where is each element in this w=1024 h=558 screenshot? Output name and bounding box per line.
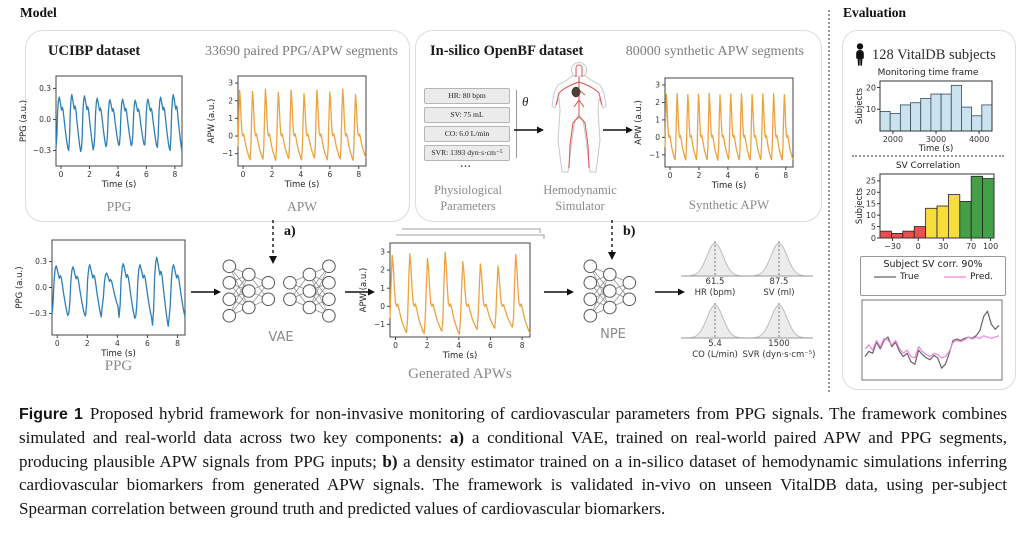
chart-hist-corr: [855, 174, 999, 251]
svg-text:2: 2: [655, 98, 660, 108]
theta-symbol: θ: [522, 94, 529, 109]
svg-text:Time (s): Time (s): [284, 180, 320, 190]
dashed-arrow-a: [265, 220, 281, 266]
legend-pred-line: [943, 274, 967, 280]
param-ellipsis: ...: [460, 158, 472, 170]
svg-text:3: 3: [380, 247, 385, 257]
figure-caption-label: Figure 1: [19, 406, 83, 423]
svg-text:−1: −1: [221, 149, 233, 159]
dist-label-svr: SVR (dyn·s·cm⁻⁵): [742, 350, 816, 360]
eval-hist-corr-title: SV Correlation: [895, 161, 961, 171]
svg-text:PPG (a.u.): PPG (a.u.): [19, 99, 29, 143]
chart-apw-gen: [359, 243, 530, 361]
figure-caption-text: Proposed hybrid framework for non-invasive monitoring of cardiovascular parameters from PPG signals. The framework combines simulated and real-world data across two key components: a) a conditional VAE, trained on real-world paired APW and PPG segments, producing plausible APW signals from PPG inputs; b) a density estimator trained on a in-silico dataset of hemodynamic simulations inferring cardiovascular biomarkers from generated APW signals. The framework is validated in-vivo on unseen VitalDB data, using per-subject Spearman correlation between ground truth and predicted values of cardiovascular biomarkers.: [19, 404, 1008, 519]
chart-sv-lines: [862, 300, 1002, 380]
svg-text:Subjects: Subjects: [855, 87, 865, 125]
svg-text:8: 8: [356, 170, 362, 179]
svg-text:3: 3: [228, 78, 233, 88]
eval-subjects-text: 128 VitalDB subjects: [872, 47, 996, 63]
legend-item-pred: [943, 272, 993, 282]
svg-text:0: 0: [667, 171, 673, 180]
svg-text:0.0: 0.0: [39, 115, 51, 125]
vae-network: [222, 256, 340, 326]
dist-label-co: CO (L/min): [692, 350, 738, 360]
svg-text:6: 6: [144, 170, 149, 179]
svg-text:3000: 3000: [925, 135, 947, 144]
ucibp-subtitle: 33690 paired PPG/APW segments: [204, 44, 398, 59]
person-icon: [853, 43, 867, 66]
legend-true-line: [873, 274, 897, 280]
param-box-svr: SVR: 1393 dyn·s·cm⁻⁵: [424, 145, 510, 161]
svg-text:8: 8: [175, 339, 180, 348]
arrow-params-to-simulator: [513, 122, 545, 138]
svg-text:APW (a.u.): APW (a.u.): [359, 267, 369, 313]
svg-text:0: 0: [54, 339, 60, 348]
section-label-model: Model: [20, 5, 57, 20]
svg-text:2: 2: [228, 96, 233, 106]
npe-network: [583, 258, 643, 324]
svg-text:0: 0: [228, 131, 233, 141]
svg-text:4: 4: [114, 339, 120, 348]
dist-label-sv: SV (ml): [763, 288, 795, 298]
label-hemodynamic-simulator: Hemodynamic Simulator: [543, 183, 617, 213]
svg-text:−1: −1: [373, 319, 385, 329]
legend-pred-label: Pred.: [970, 272, 993, 282]
param-box-co: CO: 6.0 L/min: [424, 126, 510, 142]
legend-item-true: [873, 272, 919, 282]
svg-text:10: 10: [865, 105, 876, 115]
svg-text:2: 2: [696, 171, 702, 180]
svg-text:Time (s): Time (s): [918, 144, 954, 154]
svg-text:Subjects: Subjects: [855, 187, 865, 225]
arrow-simulator-to-apw: [602, 122, 634, 138]
caption-apw-top: APW: [287, 199, 317, 214]
caption-apw-synth: Synthetic APW: [688, 197, 770, 212]
svg-text:20: 20: [865, 83, 876, 93]
svg-text:4000: 4000: [968, 135, 990, 144]
openbf-title: In-silico OpenBF dataset: [430, 43, 584, 59]
chart-apw-top: [207, 76, 366, 190]
svg-text:Time (s): Time (s): [101, 349, 136, 359]
npe-label: NPE: [600, 327, 626, 342]
svg-text:6: 6: [754, 171, 760, 180]
label-physiological-parameters: Physiological Parameters: [433, 183, 503, 213]
dist-curve-svr: [750, 302, 808, 338]
label-a: a): [284, 224, 296, 239]
svg-text:0: 0: [380, 301, 385, 311]
svg-text:10: 10: [865, 210, 876, 220]
svg-text:0: 0: [655, 132, 660, 142]
figure-caption: [19, 402, 1007, 521]
body-diagram: [545, 60, 613, 178]
dashed-arrow-b: [604, 220, 620, 262]
svg-text:4: 4: [456, 341, 462, 350]
svg-text:4: 4: [725, 171, 731, 180]
svg-text:8: 8: [783, 171, 789, 180]
divider-model-eval: [828, 10, 830, 392]
svg-text:2: 2: [380, 265, 385, 275]
svg-text:4: 4: [115, 170, 121, 179]
label-b: b): [623, 224, 636, 239]
chart-hist-time: [855, 81, 992, 154]
generated-apws-stack-lines: [390, 227, 548, 243]
arrow-ppg-to-vae: [190, 284, 222, 300]
svg-text:−0.3: −0.3: [28, 309, 47, 319]
svg-text:Time (s): Time (s): [442, 351, 478, 361]
dist-curve-sv: [750, 240, 808, 276]
dist-value-hr: 61.5: [705, 277, 725, 287]
param-box-sv: SV: 75 mL: [424, 107, 510, 123]
legend-true-label: True: [899, 272, 920, 282]
svg-text:25: 25: [865, 176, 876, 186]
svg-text:3: 3: [655, 80, 660, 90]
svg-text:6: 6: [145, 339, 150, 348]
dist-curve-co: [686, 302, 744, 338]
svg-text:0.0: 0.0: [35, 283, 47, 293]
svg-text:70: 70: [966, 242, 977, 251]
svg-text:−1: −1: [648, 150, 660, 160]
svg-text:0: 0: [393, 341, 398, 350]
svg-text:0: 0: [915, 242, 921, 251]
caption-ppg-top: PPG: [106, 199, 132, 214]
dist-curve-hr: [686, 240, 744, 276]
svg-text:2: 2: [269, 170, 275, 179]
eval-hist-time-title: Monitoring time frame: [877, 68, 979, 78]
svg-text:1: 1: [380, 283, 385, 293]
svg-text:5: 5: [870, 222, 876, 232]
dist-label-hr: HR (bpm): [694, 288, 736, 298]
dist-value-co: 5.4: [708, 339, 722, 349]
chart-ppg-top: [19, 76, 182, 190]
svg-text:6: 6: [488, 341, 493, 350]
svg-text:1: 1: [655, 115, 660, 125]
svg-text:0.3: 0.3: [39, 84, 51, 94]
svg-text:8: 8: [172, 170, 178, 179]
svg-text:1: 1: [228, 113, 233, 123]
svg-text:4: 4: [298, 170, 304, 179]
svg-text:0: 0: [240, 170, 246, 179]
svg-text:Time (s): Time (s): [101, 180, 137, 190]
svg-text:Time (s): Time (s): [711, 181, 747, 191]
svg-text:0: 0: [58, 170, 64, 179]
svg-text:2: 2: [424, 341, 430, 350]
eval-divider: [852, 155, 1004, 157]
caption-apw-gen: Generated APWs: [408, 366, 512, 382]
svg-text:30: 30: [938, 242, 949, 251]
svg-text:2000: 2000: [882, 135, 904, 144]
svg-text:20: 20: [865, 188, 876, 198]
param-box-hr: HR: 80 bpm: [424, 88, 510, 104]
svg-text:6: 6: [327, 170, 333, 179]
dist-value-sv: 87.5: [769, 277, 789, 287]
caption-ppg-bottom: PPG: [104, 358, 133, 374]
legend-title: Subject SV corr. 90%: [883, 259, 983, 270]
svg-text:15: 15: [865, 199, 876, 209]
svg-text:APW (a.u.): APW (a.u.): [207, 98, 217, 144]
svg-text:APW (a.u.): APW (a.u.): [634, 100, 644, 145]
sv-corr-legend: [860, 256, 1006, 296]
dist-value-svr: 1500: [768, 339, 790, 349]
section-label-evaluation: Evaluation: [843, 5, 907, 20]
heart-icon: [572, 87, 581, 97]
svg-text:0.3: 0.3: [35, 257, 47, 267]
svg-text:2: 2: [84, 339, 90, 348]
svg-text:−0.3: −0.3: [32, 146, 51, 156]
svg-text:PPG (a.u.): PPG (a.u.): [15, 266, 25, 309]
chart-ppg-bottom: [15, 240, 185, 359]
svg-text:100: 100: [982, 242, 999, 251]
openbf-subtitle: 80000 synthetic APW segments: [625, 44, 804, 59]
svg-text:0: 0: [870, 233, 876, 243]
svg-text:−30: −30: [884, 242, 901, 251]
vae-label: VAE: [268, 330, 294, 345]
chart-apw-synth: [634, 78, 793, 191]
arrow-apws-to-npe: [543, 284, 575, 300]
svg-text:8: 8: [519, 341, 525, 350]
ucibp-title: UCIBP dataset: [48, 43, 141, 59]
svg-text:2: 2: [87, 170, 92, 179]
